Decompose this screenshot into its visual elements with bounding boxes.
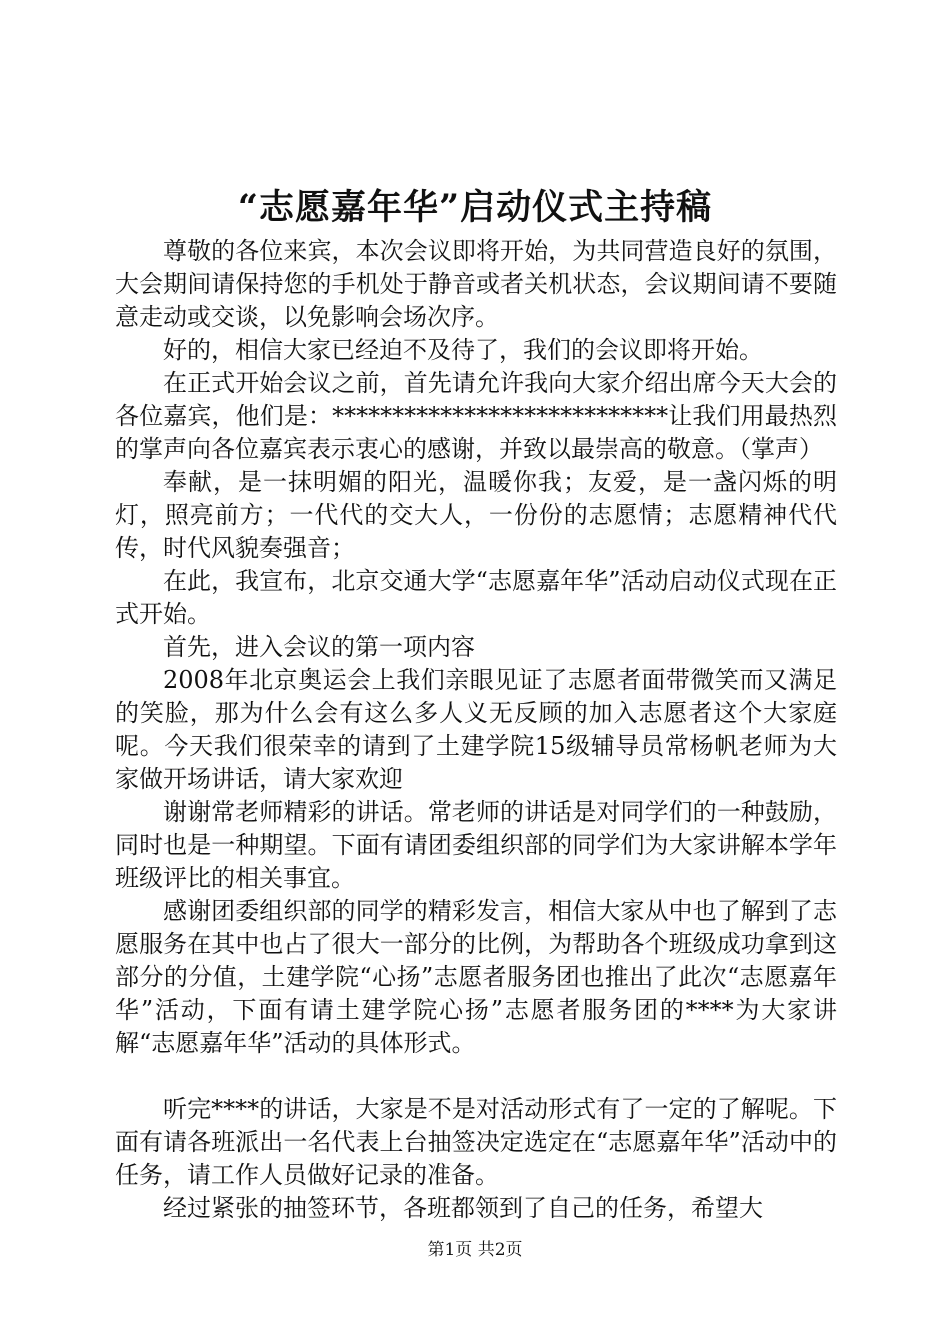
paragraph-guests: 在正式开始会议之前，首先请允许我向大家介绍出席今天大会的各位嘉宾，他们是：****************************让我们用最热烈的掌声向各位嘉宾表示衷心的感谢，并致以最崇高的敬意。（掌声） xyxy=(115,369,837,463)
paragraph-spacer xyxy=(115,1060,837,1093)
paragraph-drawing-lots: 听完****的讲话，大家是不是对活动形式有了一定的了解呢。下面有请各班派出一名代表上台抽签决定选定在“志愿嘉年华”活动中的任务，请工作人员做好记录的准备。 xyxy=(115,1095,837,1189)
paragraph-first-item: 首先，进入会议的第一项内容 xyxy=(163,633,475,661)
paragraph-thanks-organization: 感谢团委组织部的同学的精彩发言，相信大家从中也了解到了志愿服务在其中也占了很大一部分的比例，为帮助各个班级成功拿到这部分的分值，土建学院“心扬”志愿者服务团也推出了此次“志愿嘉年华”活动，下面有请土建学院心扬”志愿者服务团的****为大家讲解“志愿嘉年华”活动的具体形式。 xyxy=(115,897,837,1057)
paragraph-dedication: 奉献，是一抹明媚的阳光，温暖你我；友爱，是一盏闪烁的明灯，照亮前方；一代代的交大人，一份份的志愿情；志愿精神代代传，时代风貌奏强音； xyxy=(115,468,837,562)
paragraph-thanks-teacher: 谢谢常老师精彩的讲话。常老师的讲话是对同学们的一种鼓励，同时也是一种期望。下面有请团委组织部的同学们为大家讲解本学年班级评比的相关事宜。 xyxy=(115,798,837,892)
document-body xyxy=(115,235,837,1225)
paragraph-announcement: 在此，我宣布，北京交通大学“志愿嘉年华”活动启动仪式现在正式开始。 xyxy=(115,567,837,628)
paragraph-tasks: 经过紧张的抽签环节，各班都领到了自己的任务，希望大 xyxy=(163,1194,763,1222)
paragraph-begin: 好的，相信大家已经迫不及待了，我们的会议即将开始。 xyxy=(163,336,763,364)
paragraph-olympics: 2008年北京奥运会上我们亲眼见证了志愿者面带微笑而又满足的笑脸，那为什么会有这么多人义无反顾的加入志愿者这个大家庭呢。今天我们很荣幸的请到了土建学院15级辅导员常杨帆老师为大家做开场讲话，请大家欢迎 xyxy=(115,666,837,793)
page-footer: 第1页 共2页 xyxy=(427,1240,523,1260)
paragraph-opening: 尊敬的各位来宾，本次会议即将开始，为共同营造良好的氛围，大会期间请保持您的手机处于静音或者关机状态，会议期间请不要随意走动或交谈，以免影响会场次序。 xyxy=(115,237,837,331)
document-title: “志愿嘉年华”启动仪式主持稿 xyxy=(237,187,713,228)
